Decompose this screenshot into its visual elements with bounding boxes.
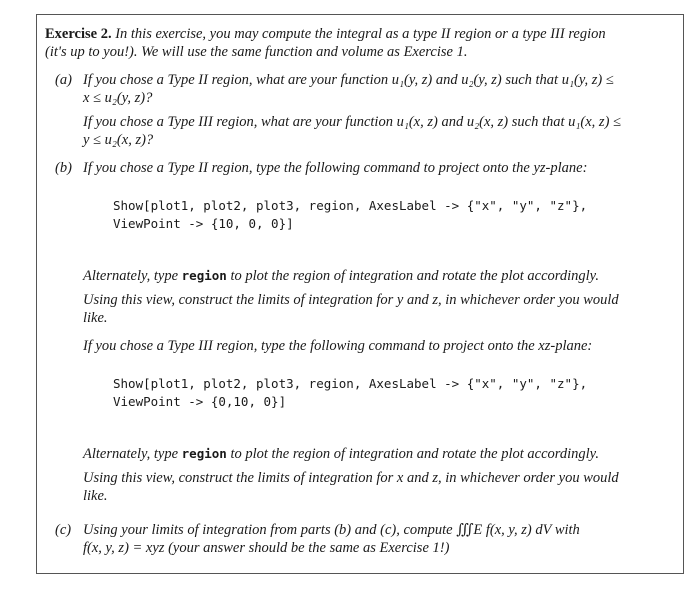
part-b-line-2: If you chose a Type III region, type the following command to project onto the xz-plane: [83, 338, 593, 354]
alt-2-post: to plot the region of integration and rotate the plot accordingly. [230, 446, 599, 462]
alt-1-post: to plot the region of integration and rotate the plot accordingly. [230, 268, 599, 284]
alt-1-keyword: region [181, 268, 227, 283]
intro-line-2: (it's up to you!). We will use the same function and volume as Exercise 1. [45, 44, 468, 60]
part-a-line-3: If you chose a Type III region, what are your function u₁(x, z) and u₂(x, z) such that u₁(x, z) ≤ [83, 114, 621, 130]
alternately-line-2 [83, 445, 599, 463]
code-block-1-line-1: Show[plot1, plot2, plot3, region, AxesLabel -> {"x", "y", "z"}, [113, 198, 588, 213]
part-a-line-1: If you chose a Type II region, what are your function u₁(y, z) and u₂(y, z) such that u₁(y, z) ≤ [83, 72, 614, 88]
intro-text-1: In this exercise, you may compute the integral as a type II region or a type III region [115, 26, 606, 42]
part-c-line-1: Using your limits of integration from parts (b) and (c), compute ∭E f(x, y, z) dV with [83, 522, 580, 538]
alt-1-pre: Alternately, type [83, 268, 179, 284]
part-a-line-2: x ≤ u₂(y, z)? [83, 90, 153, 106]
exercise-box [36, 14, 684, 574]
part-b-label: (b) [55, 160, 72, 176]
part-c-label: (c) [55, 522, 72, 538]
alternately-line-1 [83, 267, 599, 285]
use-view-1-line-1: Using this view, construct the limits of integration for y and z, in whichever order you would [83, 292, 619, 308]
part-c-line-2: f(x, y, z) = xyz (your answer should be the same as Exercise 1!) [83, 540, 450, 556]
code-block-2-line-2: ViewPoint -> {0,10, 0}] [113, 394, 287, 409]
alt-2-pre: Alternately, type [83, 446, 179, 462]
use-view-2-line-2: like. [83, 488, 108, 504]
part-a-line-4: y ≤ u₂(x, z)? [83, 132, 154, 148]
code-block-2-line-1: Show[plot1, plot2, plot3, region, AxesLabel -> {"x", "y", "z"}, [113, 376, 588, 391]
intro-line-1 [45, 25, 606, 43]
code-block-1-line-2: ViewPoint -> {10, 0, 0}] [113, 216, 294, 231]
alt-2-keyword: region [181, 446, 227, 461]
use-view-2-line-1: Using this view, construct the limits of integration for x and z, in whichever order you would [83, 470, 619, 486]
part-a-label: (a) [55, 72, 72, 88]
exercise-heading: Exercise 2. [45, 26, 112, 42]
use-view-1-line-2: like. [83, 310, 108, 326]
part-b-line-1: If you chose a Type II region, type the following command to project onto the yz-plane: [83, 160, 588, 176]
